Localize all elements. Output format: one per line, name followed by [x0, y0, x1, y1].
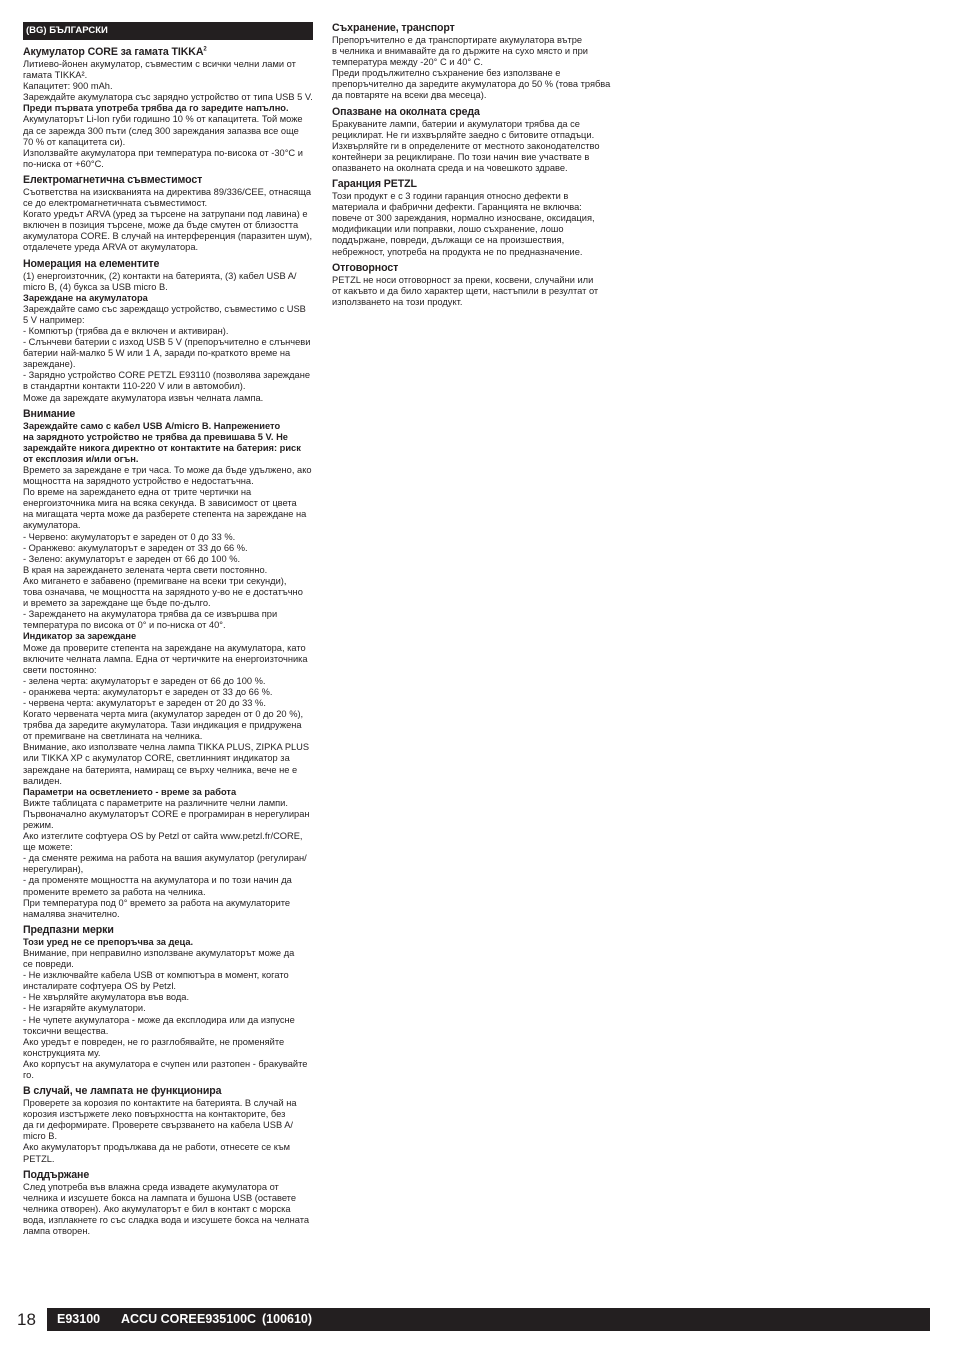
- bold-warning: Зареждайте само с кабел USB A/micro B. Напрежението на зарядното устройство не трябва да превишава 5 V. Не зареждайте никога директно от контактите на батерия: риск от експлозия и/или огън.: [23, 420, 301, 464]
- paragraph: Проверете за корозия по контактите на батерията. В случай на корозия изстържете леко повърхността на контакторите, без да ги деформирате. Проверете свързването на кабела USB A/ micro B. Ако акумулаторът продължава да не работи, отнесете се към PETZL.: [23, 1098, 297, 1164]
- page-number: 18: [17, 1310, 36, 1329]
- paragraph: След употреба във влажна среда извадете акумулатора от челника и изсушете бокса на лампата и бушона USB (оставете челника отворен). Ако акумулаторът е бил в контакт с морска вода, изплакнете го със сладка вода и изсушете бокса на челната лампа отворен.: [23, 1181, 310, 1236]
- section-core-battery: [23, 46, 313, 170]
- section-title: Съхранение, транспорт: [332, 22, 455, 34]
- footer-bar: [47, 1308, 930, 1331]
- language-header: (BG) БЪЛГАРСКИ: [23, 22, 313, 40]
- section-title: Отговорност: [332, 261, 399, 274]
- document-code: E935100C: [197, 1312, 257, 1326]
- paragraph: Внимание, при неправилно използване акумулаторът може да се повреди. - Не изключвайте кабела USB от компютъра в момент, когато инсталирате софтуера OS by Petzl. - Не хвърляйте акумулатора във вода. - Не изгаряйте акумулатори. - Не чупете акумулатора - може да експлодира или да изпусне токсични вещества. Ако уредът е повреден, не го разглобявайте, не променяйте конструкцията му. Ако корпусът на акумулатора е счупен или разтопен - бракувайте го.: [23, 947, 308, 1080]
- section-maintenance: [23, 1169, 313, 1237]
- subheading: Зареждане на акумулатора: [23, 292, 148, 303]
- paragraph: Може да проверите степента на зареждане на акумулатора, като включите челната лампа. Една от чертичките на енергоизточника свети постоянно: - зелена черта: акумулаторът е зареден от 66 до 100 %. - оранжева черта: акумулаторът е зареден от 33 до 66 %. - червена черта: акумулаторът е зареден от 20 до 33 %. Когато червената черта мига (акумулатор зареден от 0 до 20 %), трябва да заредите акумулатора. Тази индикация е придружена от премигване на светлината на челника. Внимание, ако използвате челна лампа TIKKA PLUS, ZIPKA PLUS или TIKKA XP с акумулатор CORE, светлинният индикатор за зареждане на батерията, намиращ се върху челника, вече не е валиден.: [23, 642, 310, 786]
- section-storage: [332, 22, 616, 102]
- section-environment: [332, 106, 616, 174]
- section-emc: [23, 174, 313, 254]
- section-guarantee: [332, 178, 616, 258]
- paragraph: Вижте таблицата с параметрите на различните челни лампи. Първоначално акумулаторът CORE е програмиран в нерегулиран режим. Ако изтеглите софтуера OS by Petzl от сайта www.petzl.fr/CORE, ще можете: - да сменяте режима на работа на вашия акумулатор (регулиран/ нерегулиран), - да променяте мощността на акумулатора и по този начин да промените времето за работа на челника. При температура под 0° времето за работа на акумулаторите намалява значително.: [23, 797, 310, 919]
- paragraph: Този продукт е с 3 години гаранция относно дефекти в материала и фабрични дефекти. Гаранцията не включва: повече от 300 зареждания, нормално износване, оксидация, модификации или поправки, лошо съхранение, лошо поддържане, повреди, дължащи се на произшествия, небрежност, употреба на продукта не по предназначение.: [332, 191, 595, 257]
- section-troubleshooting: [23, 1085, 313, 1165]
- bold-note: Преди първата употреба трябва да го заредите напълно.: [23, 103, 289, 114]
- right-column: [332, 22, 616, 312]
- paragraph: Времето за зареждане е три часа. То може да бъде удължено, ако мощността на зарядното устройство е недостатъчна. По време на зареждането една от трите чертички на енергоизточника мига на всяка секунда. В зависимост от цвета на мигащата черта може да разберете степента на зареждане на акумулатора. - Червено: акумулаторът е зареден от 0 до 33 %. - Оранжево: акумулаторът е зареден от 33 до 66 %. - Зелено: акумулаторът е зареден от 66 до 100 %. В края на зареждането зелената черта свети постоянно. Ако миганетo е забавено (премигване на всеки три секунди), това означава, че мощността на зарядното у-во не е достатъчно и времето за зареждане ще бъде по-дълго. - Зареждането на акумулатора трябва да се извършва при температура по висока от 0° и по-ниска от 40°.: [23, 465, 312, 631]
- section-title: Акумулатор CORE за гамата TIKKA$^2$: [23, 46, 207, 58]
- section-title: Опазване на околната среда: [332, 105, 480, 118]
- reference-code: E93100: [57, 1312, 101, 1326]
- paragraph: Бракуваните лампи, батерии и акумулатори трябва да се рециклират. Не ги изхвърляйте заедно с битовите отпадъци. Изхвърляйте ги в определените от местното законодателство контейнери за рециклиране. По този начин вие участвате в опазването на околната среда и на човешкото здраве.: [332, 118, 600, 173]
- section-title: В случай, че лампата не функционира: [23, 1085, 222, 1098]
- product-name: ACCU CORE: [121, 1312, 197, 1326]
- subheading: Индикатор за зареждане: [23, 631, 137, 642]
- left-column: [23, 22, 313, 1240]
- section-title: Електромагнетична съвместимост: [23, 173, 203, 186]
- section-warning: [23, 408, 313, 920]
- bold-note: Този уред не се препоръчва за деца.: [23, 936, 194, 947]
- paragraph: Препоръчително е да транспортирате акумулатора вътре в челника и внимавайте да го държите на сухо място и при температура между -20° C и 40° C. Преди продължително съхранение без използване е препоръчително да заредите акумулатора до 50 % (това трябва да повтаряте на всеки два месеца).: [332, 35, 611, 101]
- section-precautions: [23, 924, 313, 1081]
- paragraph: Акумулаторът Li-Ion губи годишно 10 % от капацитета. Той може да се зарежда 300 пъти (след 300 зареждания запазва все още 70 % от капацитета си). Използвайте акумулатора при температура по-висока от -30°C и по-ниска от +60°C.: [23, 114, 303, 169]
- section-title: Внимание: [23, 407, 76, 420]
- paragraph: Съответства на изискванията на директива 89/336/CEE, отнасяща се до електромагнетичната съвместимост. Когато уредът ARVA (уред за търсене на затрупани под лавина) е включен в позиция търсене, може да бъде смутен от близостта акумулатора CORE. В случай на интерференция (паразитен шум), отдалечете уреда ARVA от акумулатора.: [23, 186, 313, 253]
- section-numbering: [23, 258, 313, 404]
- section-title: Предпазни мерки: [23, 923, 114, 936]
- paragraph: PETZL не носи отговорност за преки, косвени, случайни или от какъвто и да било характер щети, настъпили в резултат от използването на този продукт.: [332, 274, 599, 307]
- section-responsibility: [332, 262, 616, 308]
- page-footer: [17, 1308, 930, 1331]
- section-title: Гаранция PETZL: [332, 178, 417, 191]
- paragraph: Литиево-йонен акумулатор, съвместим с всички челни лами от гамата TIKKA². Капацитет: 900 mAh. Зареждайте акумулатора със зарядно устройство от типа USB 5 V.: [23, 59, 313, 103]
- section-title: Поддържане: [23, 1168, 90, 1181]
- paragraph: Зареждайте само със зареждащо устройство, съвместимо с USB 5 V например: - Компютър (трябва да е включен и активиран). - Слънчеви батерии с изход USB 5 V (препоръчително е слънчеви батерии най-малко 5 W или 1 A, заради по-краткото време на зареждане). - Зарядно устройство CORE PETZL E93110 (позволява зареждане в стандартни контакти 110-220 V или в автомобил). Може да зареждате акумулатора извън челната лампа.: [23, 303, 311, 403]
- paragraph: (1) енергоизточник, (2) контакти на батерията, (3) кабел USB A/ micro B, (4) букса за USB micro B.: [23, 270, 297, 292]
- subheading: Параметри на осветлението - време за работа: [23, 786, 237, 797]
- document-version: (100610): [262, 1312, 313, 1326]
- section-title: Номерация на елементите: [23, 257, 160, 270]
